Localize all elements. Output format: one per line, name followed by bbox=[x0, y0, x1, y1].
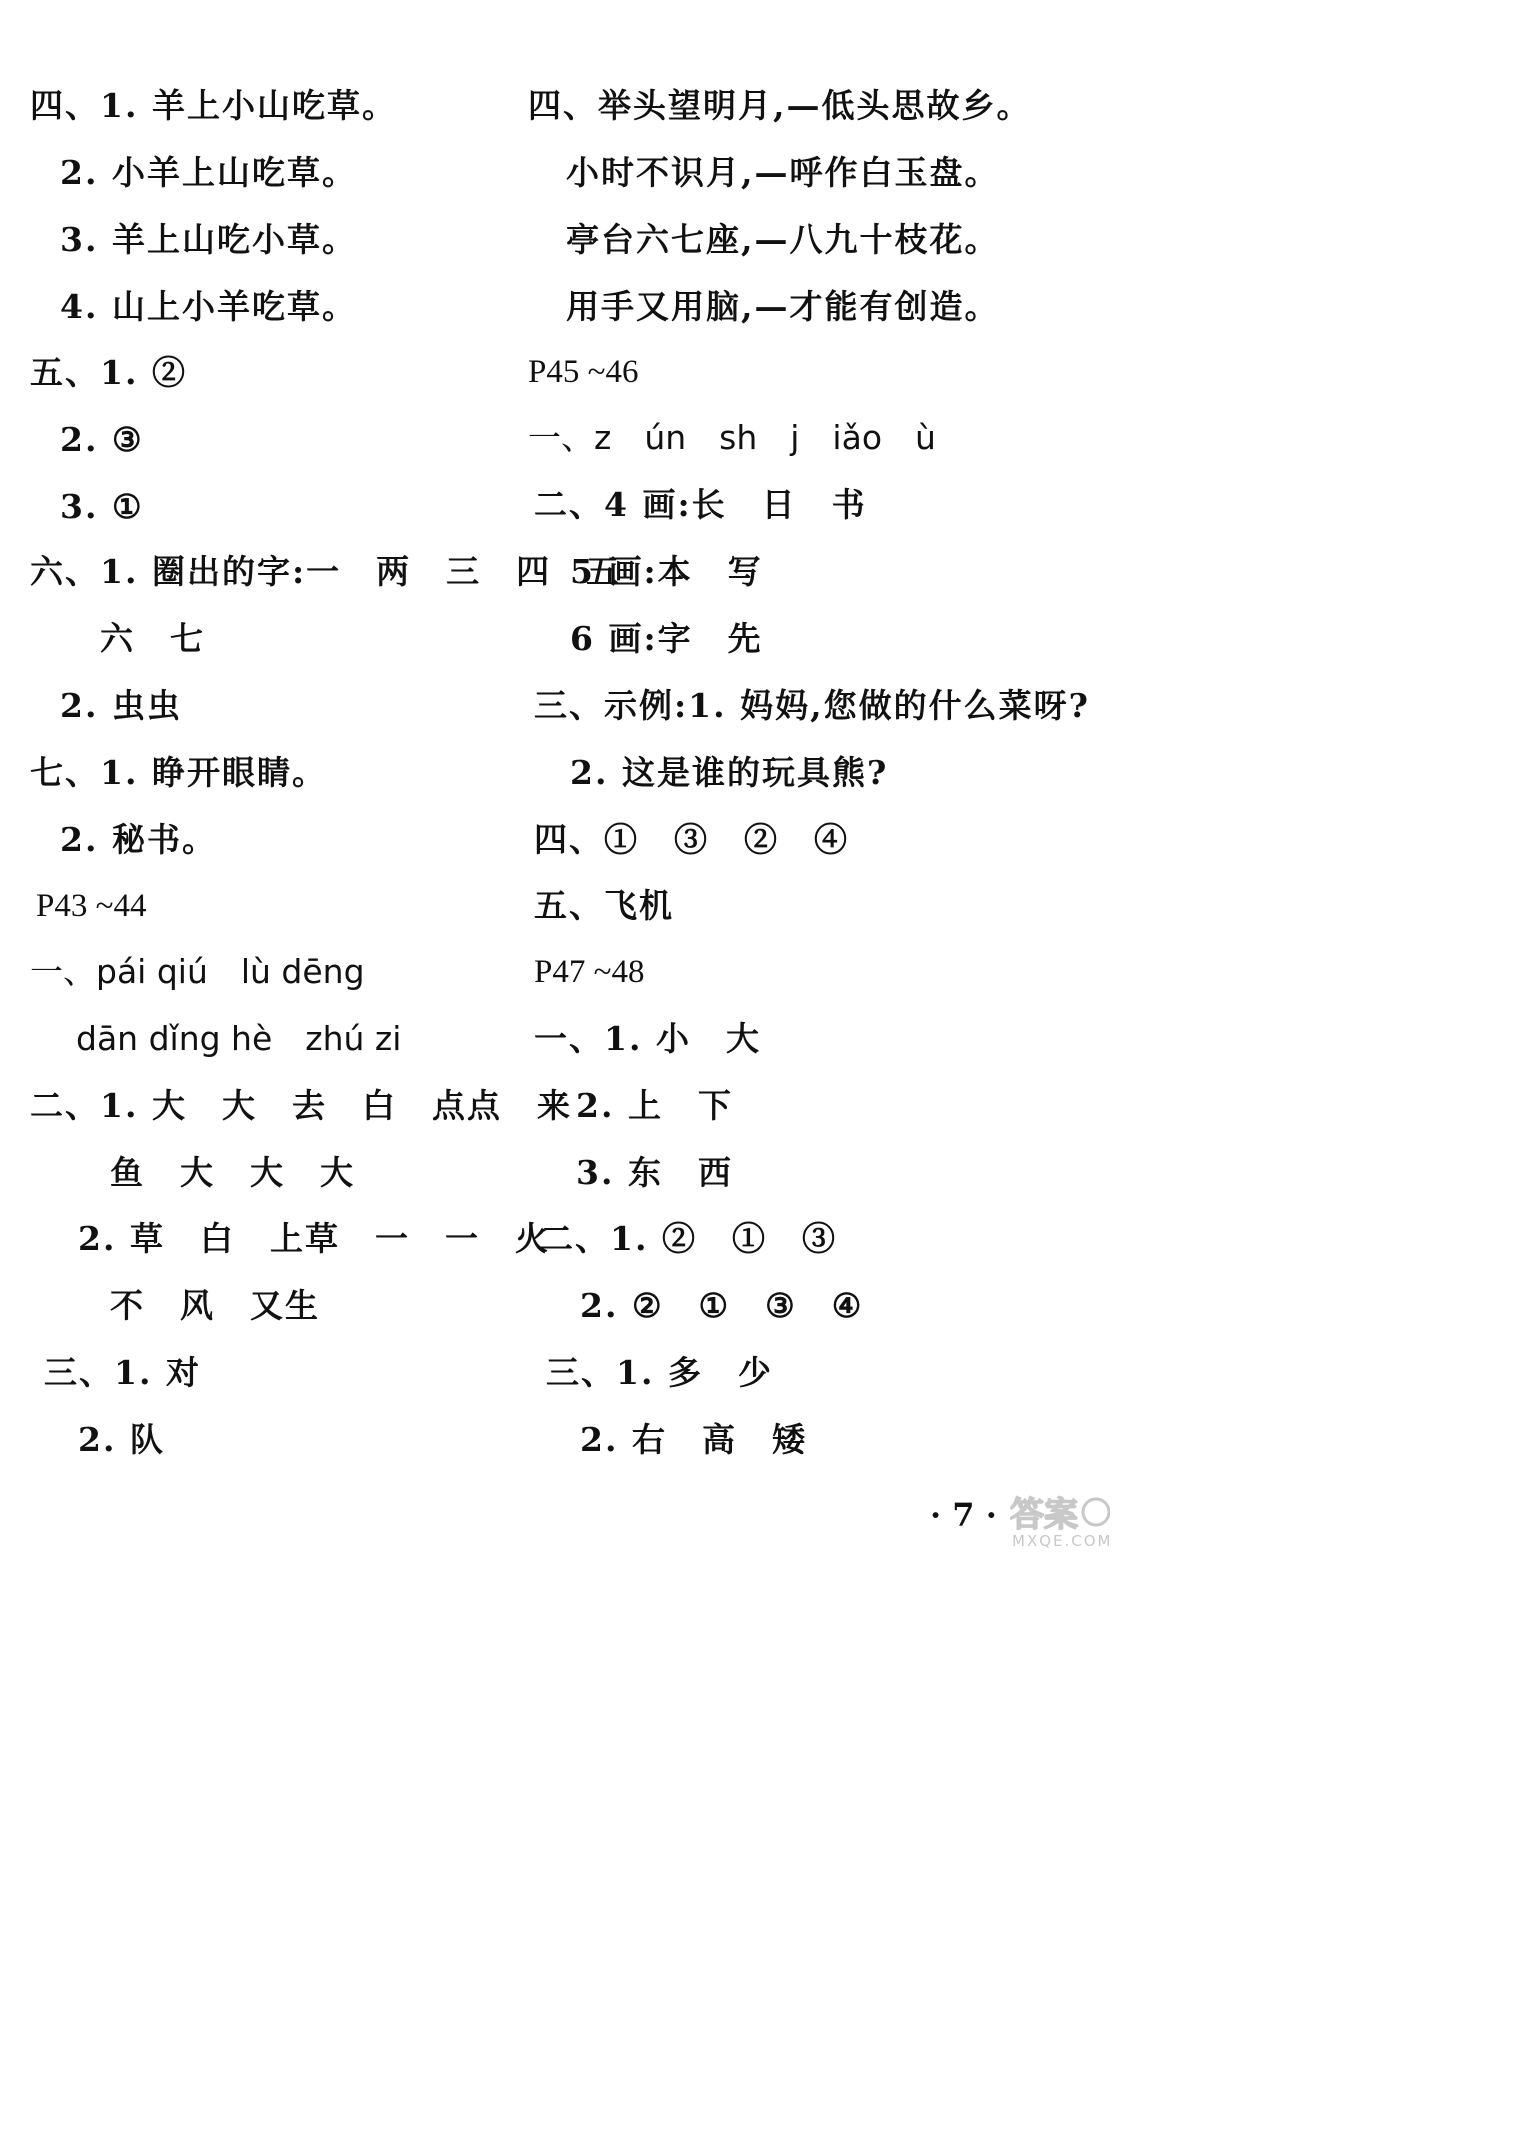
answer-line: 鱼 大 大 大 bbox=[110, 1153, 355, 1192]
answer-line: 6 画:字 先 bbox=[570, 619, 763, 658]
answer-line: 三、1. 多 少 bbox=[546, 1353, 773, 1392]
answer-line: 二、1. 大 大 去 白 点点 来 bbox=[30, 1086, 572, 1125]
answer-line: 4. 山上小羊吃草。 bbox=[60, 287, 357, 326]
answer-line: 5 画:本 写 bbox=[570, 552, 763, 591]
answer-line: 五、飞机 bbox=[534, 886, 674, 925]
answer-line: 3. ① bbox=[60, 487, 144, 526]
answer-line: 2. 虫虫 bbox=[60, 686, 182, 725]
answer-line: 四、举头望明月,—低头思故乡。 bbox=[528, 86, 1032, 125]
answer-line: 2. 右 高 矮 bbox=[580, 1420, 807, 1459]
answer-line: 六 七 bbox=[100, 619, 205, 658]
answer-line: 2. 队 bbox=[78, 1420, 165, 1459]
page-range-heading: P47 ~48 bbox=[534, 954, 645, 990]
answer-line: dān dǐng hè zhú zi bbox=[76, 1019, 402, 1058]
answer-line: 2. 秘书。 bbox=[60, 820, 217, 859]
answer-line: 不 风 又生 bbox=[110, 1286, 320, 1325]
answer-line: 亭台六七座,—八九十枝花。 bbox=[566, 220, 1000, 259]
answer-line: 一、z ún sh j iǎo ù bbox=[528, 418, 936, 457]
svg-text:答案: 答案 bbox=[1010, 1495, 1078, 1535]
watermark-icon bbox=[1010, 1484, 1110, 1550]
answer-line: 四、1. 羊上小山吃草。 bbox=[30, 86, 397, 125]
answer-line: 2. ③ bbox=[60, 420, 144, 459]
answer-line: 一、1. 小 大 bbox=[534, 1019, 761, 1058]
answer-line: 2. ② ① ③ ④ bbox=[580, 1286, 864, 1325]
answer-line: 2. 这是谁的玩具熊? bbox=[570, 753, 889, 792]
answer-line: 用手又用脑,—才能有创造。 bbox=[566, 287, 1000, 326]
answer-line: 七、1. 睁开眼睛。 bbox=[30, 753, 327, 792]
answer-line: 2. 草 白 上草 一 一 火 bbox=[78, 1219, 550, 1258]
answer-line: 2. 小羊上山吃草。 bbox=[60, 153, 357, 192]
answer-line: 三、示例:1. 妈妈,您做的什么菜呀? bbox=[534, 686, 1090, 725]
svg-text:MXQE.COM: MXQE.COM bbox=[1012, 1532, 1110, 1550]
answer-line: 六、1. 圈出的字:一 两 三 四 五 bbox=[30, 552, 622, 591]
answer-line: 五、1. ② bbox=[30, 353, 187, 392]
page-number: · 7 · bbox=[930, 1496, 997, 1534]
answer-line: 三、1. 对 bbox=[44, 1353, 201, 1392]
page-range-heading: P45 ~46 bbox=[528, 354, 639, 390]
answer-line: 四、① ③ ② ④ bbox=[534, 820, 849, 859]
answer-line: 2. 上 下 bbox=[576, 1086, 733, 1125]
answer-line: 3. 羊上山吃小草。 bbox=[60, 220, 357, 259]
page-range-heading: P43 ~44 bbox=[36, 888, 147, 924]
answer-line: 二、4 画:长 日 书 bbox=[534, 485, 867, 524]
watermark-logo bbox=[1010, 1484, 1110, 1554]
answer-line: 二、1. ② ① ③ bbox=[540, 1219, 837, 1258]
answer-line: 小时不识月,—呼作白玉盘。 bbox=[566, 153, 1000, 192]
answer-line: 一、pái qiú lù dēng bbox=[30, 952, 365, 991]
answer-line: 3. 东 西 bbox=[576, 1153, 733, 1192]
